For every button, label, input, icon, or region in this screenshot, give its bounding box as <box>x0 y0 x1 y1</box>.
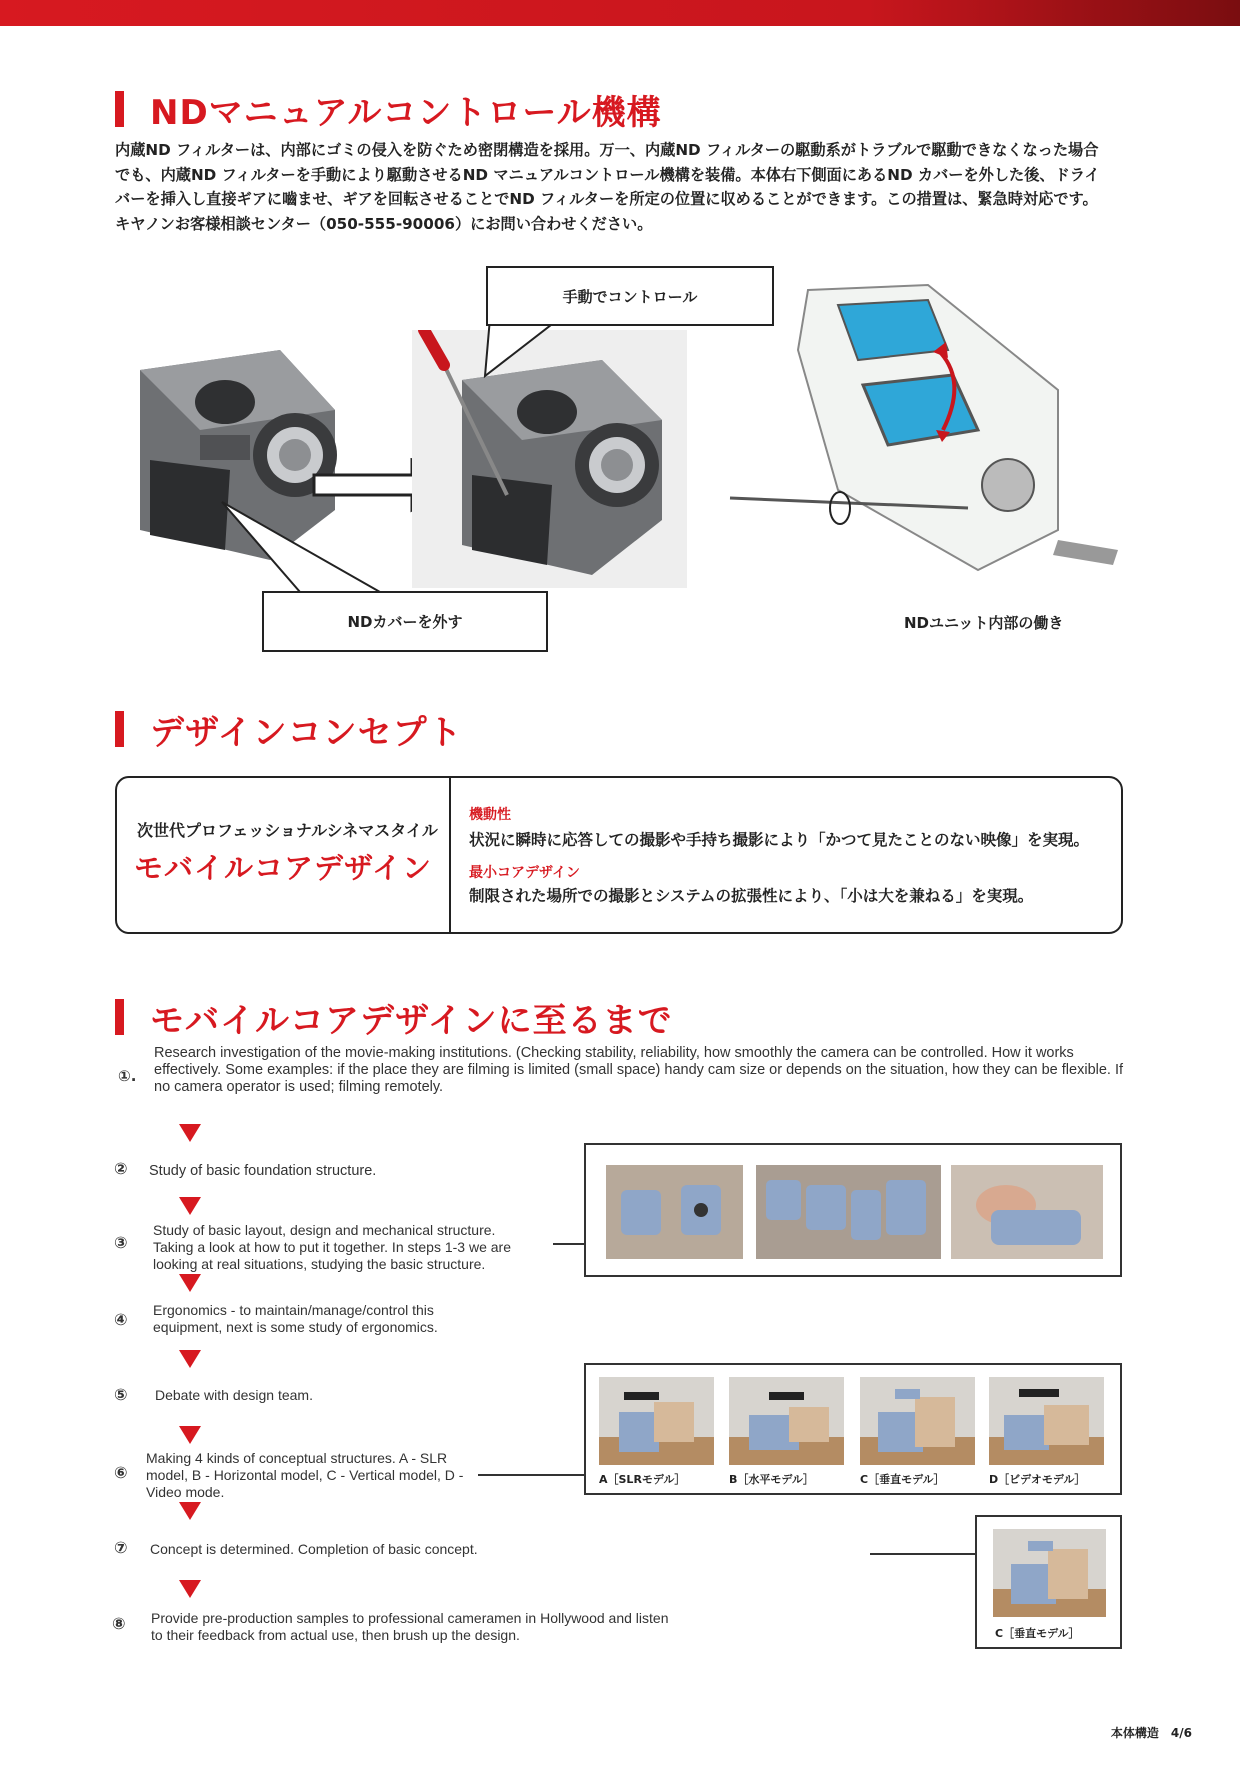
concept-item-heading: 機動性 <box>469 807 511 823</box>
nd-unit-illustration <box>728 280 1120 580</box>
caption-nd-unit: NDユニット内部の働き <box>904 614 1064 632</box>
connector-line <box>478 1474 584 1476</box>
design-concept-box <box>115 776 1123 934</box>
model-caption: B［水平モデル］ <box>729 1473 814 1486</box>
model-caption: A［SLRモデル］ <box>599 1473 686 1486</box>
step-text: Debate with design team. <box>155 1387 313 1403</box>
divider <box>449 778 451 932</box>
photo-frame-study-models <box>584 1143 1122 1277</box>
title-marker <box>115 999 124 1035</box>
model-photo-c <box>860 1377 975 1465</box>
step-text: Concept is determined. Completion of basic concept. <box>150 1541 478 1557</box>
photo-frame-concept-models <box>584 1363 1122 1495</box>
arrow-down-icon <box>179 1274 201 1292</box>
step-number: ⑥ <box>114 1463 128 1482</box>
concept-item-heading: 最小コアデザイン <box>469 865 581 881</box>
model-caption: C［垂直モデル］ <box>860 1473 945 1486</box>
arrow-down-icon <box>179 1580 201 1598</box>
section-title-process: モバイルコアデザインに至るまで <box>115 996 673 1038</box>
study-photo <box>756 1165 941 1259</box>
model-caption: C［垂直モデル］ <box>995 1627 1080 1640</box>
study-photo <box>951 1165 1103 1259</box>
nd-intro-text: 内蔵ND フィルターは、内部にゴミの侵入を防ぐため密閉構造を採用。万一、内蔵ND フィルターの駆動系がトラブルで駆動できなくなった場合 でも、内蔵ND フィルターを手動により駆動させるND マニュアルコントロール機構を装備。本体右下側面にあるND カバーを外した後、ドライ バーを挿入し直接ギアに嚙ませ、ギアを回転させることでND フィルターを所定の位置に収めることができます。この措置は、緊急時対応です。 キヤノンお客様相談センター（050-555-90006）にお問い合わせください。 <box>115 141 1100 233</box>
title-marker <box>115 91 124 127</box>
section-title-nd: NDマニュアルコントロール機構 <box>115 88 662 130</box>
arrow-down-icon <box>179 1350 201 1368</box>
step-text: Research investigation of the movie-making institutions. (Checking stability, reliability, how smoothly the camera can be controlled. How it works effectively. Some examples: if the place they are filming is limited (small space) handy cam size or depends on the situation, how they can be flexible. If no camera operator is used; filming remotely. <box>154 1045 1124 1095</box>
step-number: ② <box>114 1159 128 1178</box>
callout-remove-cover: NDカバーを外す <box>262 591 548 652</box>
page-footer: 本体構造 4/6 <box>1110 1726 1192 1740</box>
callout-pointer <box>480 318 570 378</box>
top-accent-bar <box>0 0 1240 26</box>
arrow-down-icon <box>179 1502 201 1520</box>
concept-item-text: 状況に瞬時に応答しての撮影や手持ち撮影により「かつて見たことのない映像」を実現。 <box>469 831 1090 849</box>
step-text: Study of basic layout, design and mechanical structure. Taking a look at how to put it together. In steps 1-3 we are looking at real situations, studying the basic structure. <box>153 1222 511 1272</box>
step-text: Provide pre-production samples to professional cameramen in Hollywood and listen to their feedback from actual use, then brush up the design. <box>151 1610 669 1643</box>
step-text: Making 4 kinds of conceptual structures. A - SLR model, B - Horizontal model, C - Vertical model, D - Video mode. <box>146 1450 464 1500</box>
arrow-down-icon <box>179 1197 201 1215</box>
arrow-down-icon <box>179 1124 201 1142</box>
arrow-down-icon <box>179 1426 201 1444</box>
concept-main-title: モバイルコアデザイン <box>134 851 432 885</box>
concept-subtitle: 次世代プロフェッショナルシネマスタイル <box>137 821 438 840</box>
model-photo-b <box>729 1377 844 1465</box>
model-caption: D［ビデオモデル］ <box>989 1473 1086 1486</box>
step-text: Ergonomics - to maintain/manage/control this equipment, next is some study of ergonomics. <box>153 1302 438 1335</box>
callout-manual-control: 手動でコントロール <box>486 266 774 326</box>
step-number: ①. <box>118 1067 137 1085</box>
step-number: ⑤ <box>114 1385 128 1404</box>
step-text: Study of basic foundation structure. <box>149 1163 377 1179</box>
model-photo-a <box>599 1377 714 1465</box>
photo-frame-final-model <box>975 1515 1122 1649</box>
concept-item-text: 制限された場所での撮影とシステムの拡張性により、「小は大を兼ねる」を実現。 <box>469 887 1034 905</box>
step-number: ③ <box>114 1233 128 1252</box>
connector-line <box>870 1553 976 1555</box>
title-marker <box>115 711 124 747</box>
section-title-design: デザインコンセプト <box>115 708 463 750</box>
study-photo <box>606 1165 743 1259</box>
connector-line <box>553 1243 585 1245</box>
step-number: ⑧ <box>112 1614 126 1633</box>
model-photo-d <box>989 1377 1104 1465</box>
final-model-photo <box>993 1529 1106 1617</box>
callout-pointer <box>220 500 390 595</box>
step-number: ⑦ <box>114 1538 128 1557</box>
step-number: ④ <box>114 1310 128 1329</box>
